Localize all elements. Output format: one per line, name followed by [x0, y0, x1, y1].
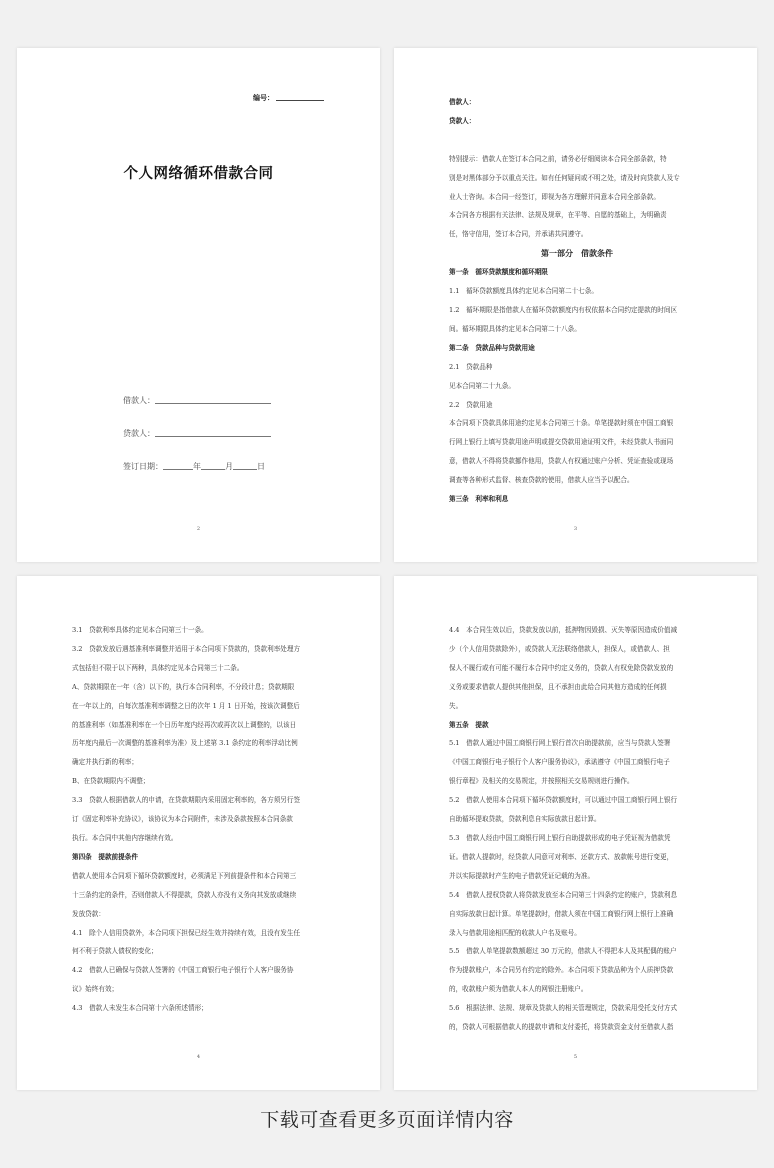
contract-page-4	[394, 576, 757, 1090]
paragraph-line: 《中国工商银行电子银行个人客户服务协议》，承诺遵守《中国工商银行电子	[449, 758, 670, 767]
paragraph-line: 特别提示：借款人在签订本合同之前，请务必仔细阅读本合同全部条款，特	[449, 154, 667, 163]
paragraph-line: 业人士咨询。本合同一经签订，即视为各方理解并同意本合同全部条款。	[449, 192, 660, 201]
paragraph-line: 自实际放款日起计算。单笔提款时，借款人须在中国工商银行网上银行上准确	[449, 909, 674, 918]
paragraph-line: 作为提款账户，本合同另有约定的除外。本合同项下贷款品种为个人质押贷款	[449, 966, 674, 975]
paragraph-line: 并以实际提款时产生的电子借款凭证记载的为准。	[449, 871, 595, 880]
paragraph-line: 订《固定利率补充协议》，该协议为本合同附件，未涉及条款按照本合同条款	[72, 815, 293, 824]
page-number: 4	[196, 1054, 201, 1060]
paragraph-line: 历年度内最后一次调整的基准利率为准）及上述第 3.1 条约定的利率浮动比例	[72, 739, 298, 748]
paragraph-line: 执行。本合同中其他内容继续有效。	[72, 833, 178, 842]
contract-number-label: 编号：	[253, 93, 274, 102]
section-heading: 借款人：	[449, 98, 476, 106]
day-blank	[233, 469, 257, 470]
paragraph-line: 的，贷款人可根据借款人的提款申请和支付委托，将贷款资金支付至借款人指	[449, 1023, 674, 1032]
paragraph-line: 本合同各方根据有关法律、法规及规章，在平等、自愿的基础上，为明确责	[449, 211, 667, 220]
paragraph-line: 发放贷款：	[72, 909, 105, 918]
paragraph-line: 3.2 贷款发放后遇基准利率调整并适用于本合同项下贷款的，贷款利率处理方	[72, 644, 301, 653]
paragraph-line: 证。借款人提款时，经贷款人同意可对利率、还款方式、放款帐号进行变更，	[449, 852, 674, 861]
paragraph-line: A、贷款期限在一年（含）以下的，执行本合同利率，不分段计息；贷款期限	[72, 682, 295, 691]
paragraph-line: 2.2 贷款用途	[449, 400, 493, 409]
paragraph-line: 3.1 贷款利率具体约定见本合同第三十一条。	[72, 626, 208, 634]
paragraph-line: 议》始终有效；	[72, 985, 119, 994]
paragraph-line: 4.1 除个人信用贷款外，本合同项下担保已经生效并持续有效，且没有发生任	[72, 928, 301, 937]
paragraph-line: 何不利于贷款人债权的变化；	[72, 947, 158, 956]
paragraph-line: 1.1 循环贷款额度具体约定见本合同第二十七条。	[449, 287, 598, 296]
paragraph-line: 保人不履行或有可能不履行本合同中约定义务的，贷款人有权免除贷款发放的	[449, 663, 674, 672]
section-heading: 第一部分 借款条件	[541, 248, 613, 259]
section-heading: 第一条 循环贷款额度和循环期限	[449, 268, 548, 277]
paragraph-line: 少（个人信用贷款除外），或贷款人无法联络借款人，担保人，或借款人、担	[449, 644, 670, 653]
paragraph-line: 意，借款人不得将贷款挪作他用，贷款人有权通过账户分析、凭证查验或现场	[449, 457, 674, 466]
page-number: 2	[196, 526, 201, 532]
sign-date-field	[123, 461, 265, 472]
paragraph-line: 本合同项下贷款具体用途约定见本合同第三十条。单笔提款时须在中国工商银	[449, 419, 674, 428]
sign-date-label: 签订日期：	[123, 462, 163, 471]
paragraph-line: 2.1 贷款品种	[449, 362, 493, 371]
paragraph-line: 4.2 借款人已确保与贷款人签署的《中国工商银行电子银行个人客户服务协	[72, 966, 294, 975]
contract-page-2	[394, 48, 757, 562]
paragraph-line: 的基准利率（如基准利率在一个日历年度内经再次或再次以上调整的，以该日	[72, 720, 297, 729]
paragraph-line: 5.1 借款人通过中国工商银行网上银行首次自助提款前，应当与贷款人签署	[449, 739, 671, 748]
paragraph-line: 5.4 借款人授权贷款人将贷款发放至本合同第三十四条约定的账户，贷款利息	[449, 890, 678, 899]
paragraph-line: 的，收款账户须为借款人本人的网银注册账户。	[449, 985, 588, 994]
paragraph-line: B、在贷款期限内不调整；	[72, 777, 150, 786]
borrower-field	[123, 395, 271, 406]
contract-title: 个人网络循环借款合同	[123, 165, 274, 182]
page-body	[449, 621, 705, 1037]
paragraph-line: 录入与借款用途相匹配的收款人户名及账号。	[449, 928, 581, 937]
section-heading: 第三条 利率和利息	[449, 495, 509, 504]
section-heading: 第五条 提款	[449, 720, 489, 729]
lender-label: 贷款人：	[123, 429, 155, 438]
paragraph-line	[449, 131, 705, 150]
borrower-label: 借款人：	[123, 396, 155, 405]
section-heading: 第二条 贷款品种与贷款用途	[449, 343, 535, 352]
page-body	[72, 621, 328, 1018]
section-heading: 第四条 提款前提条件	[72, 852, 138, 861]
contract-cover-page	[17, 48, 380, 562]
paragraph-line: 自助循环提取贷款，贷款利息自实际放款日起计算。	[449, 815, 601, 824]
month-blank	[201, 469, 225, 470]
paragraph-line: 任，恪守信用，签订本合同，并承诺共同遵守。	[449, 230, 588, 239]
paragraph-line: 间。循环期限具体约定见本合同第二十八条。	[449, 324, 581, 333]
paragraph-line: 4.3 借款人未发生本合同第十六条所述情形；	[72, 1004, 208, 1013]
page-number: 3	[573, 526, 578, 532]
paragraph-line: 5.5 借款人单笔提款数额超过 30 万元的，借款人不得把本人及其配偶的账户	[449, 947, 677, 956]
section-heading: 贷款人：	[449, 116, 476, 125]
paragraph-line: 5.3 借款人经由中国工商银行网上银行自助提款形成的电子凭证视为借款凭	[449, 833, 671, 842]
paragraph-line: 调查等各种形式监督、核查贷款的使用，借款人应当予以配合。	[449, 476, 634, 485]
paragraph-line: 别是对黑体部分予以重点关注。如有任何疑问或不明之处，请及时向贷款人及专	[449, 173, 680, 182]
paragraph-line: 银行章程》及相关的交易规定，并按照相关交易规则进行操作。	[449, 777, 634, 786]
month-label: 月	[225, 462, 233, 471]
paragraph-line: 十三条约定的条件，否则借款人不得提款，贷款人亦没有义务向其发放或继续	[72, 890, 297, 899]
paragraph-line: 失。	[449, 701, 463, 710]
paragraph-line: 5.6 根据法律、法规、规章及贷款人的相关管理规定，贷款采用受托支付方式	[449, 1004, 678, 1013]
paragraph-line: 确定并执行新的利率；	[72, 758, 138, 767]
paragraph-line: 4.4 本合同生效以后，贷款发放以前，抵押物因毁损、灭失等原因造成价值减	[449, 626, 678, 634]
paragraph-line: 见本合同第二十九条。	[449, 381, 515, 390]
contract-page-3	[17, 576, 380, 1090]
download-more-caption: 下载可查看更多页面详情内容	[260, 1109, 514, 1131]
year-label: 年	[193, 462, 201, 471]
paragraph-line: 1.2 循环期限是指借款人在循环贷款额度内有权依据本合同约定提款的时间区	[449, 305, 678, 314]
year-blank	[163, 469, 193, 470]
borrower-blank	[155, 403, 271, 404]
paragraph-line: 义务或要求借款人提供其他担保，且不承担由此给合同其他方造成的任何损	[449, 682, 667, 691]
lender-field	[123, 428, 271, 439]
paragraph-line: 5.2 借款人使用本合同项下循环贷款额度时，可以通过中国工商银行网上银行	[449, 796, 678, 805]
paragraph-line: 3.3 贷款人根据借款人的申请，在贷款期限内采用固定利率的，各方须另行签	[72, 796, 301, 805]
paragraph-line: 式包括但不限于以下两种，具体约定见本合同第三十二条。	[72, 663, 244, 672]
contract-number-field	[253, 93, 324, 103]
page-body	[449, 93, 705, 509]
paragraph-line: 行网上银行上填写贷款用途声明或提交贷款用途证明文件，未经贷款人书面同	[449, 438, 674, 447]
lender-blank	[155, 436, 271, 437]
day-label: 日	[257, 462, 265, 471]
paragraph-line: 借款人使用本合同项下循环贷款额度时，必须满足下列前提条件和本合同第三	[72, 871, 297, 880]
page-number: 5	[573, 1054, 578, 1060]
paragraph-line: 在一年以上的，自每次基准利率调整之日的次年 1 月 1 日开始，按该次调整后	[72, 701, 300, 710]
contract-number-blank	[276, 100, 324, 101]
